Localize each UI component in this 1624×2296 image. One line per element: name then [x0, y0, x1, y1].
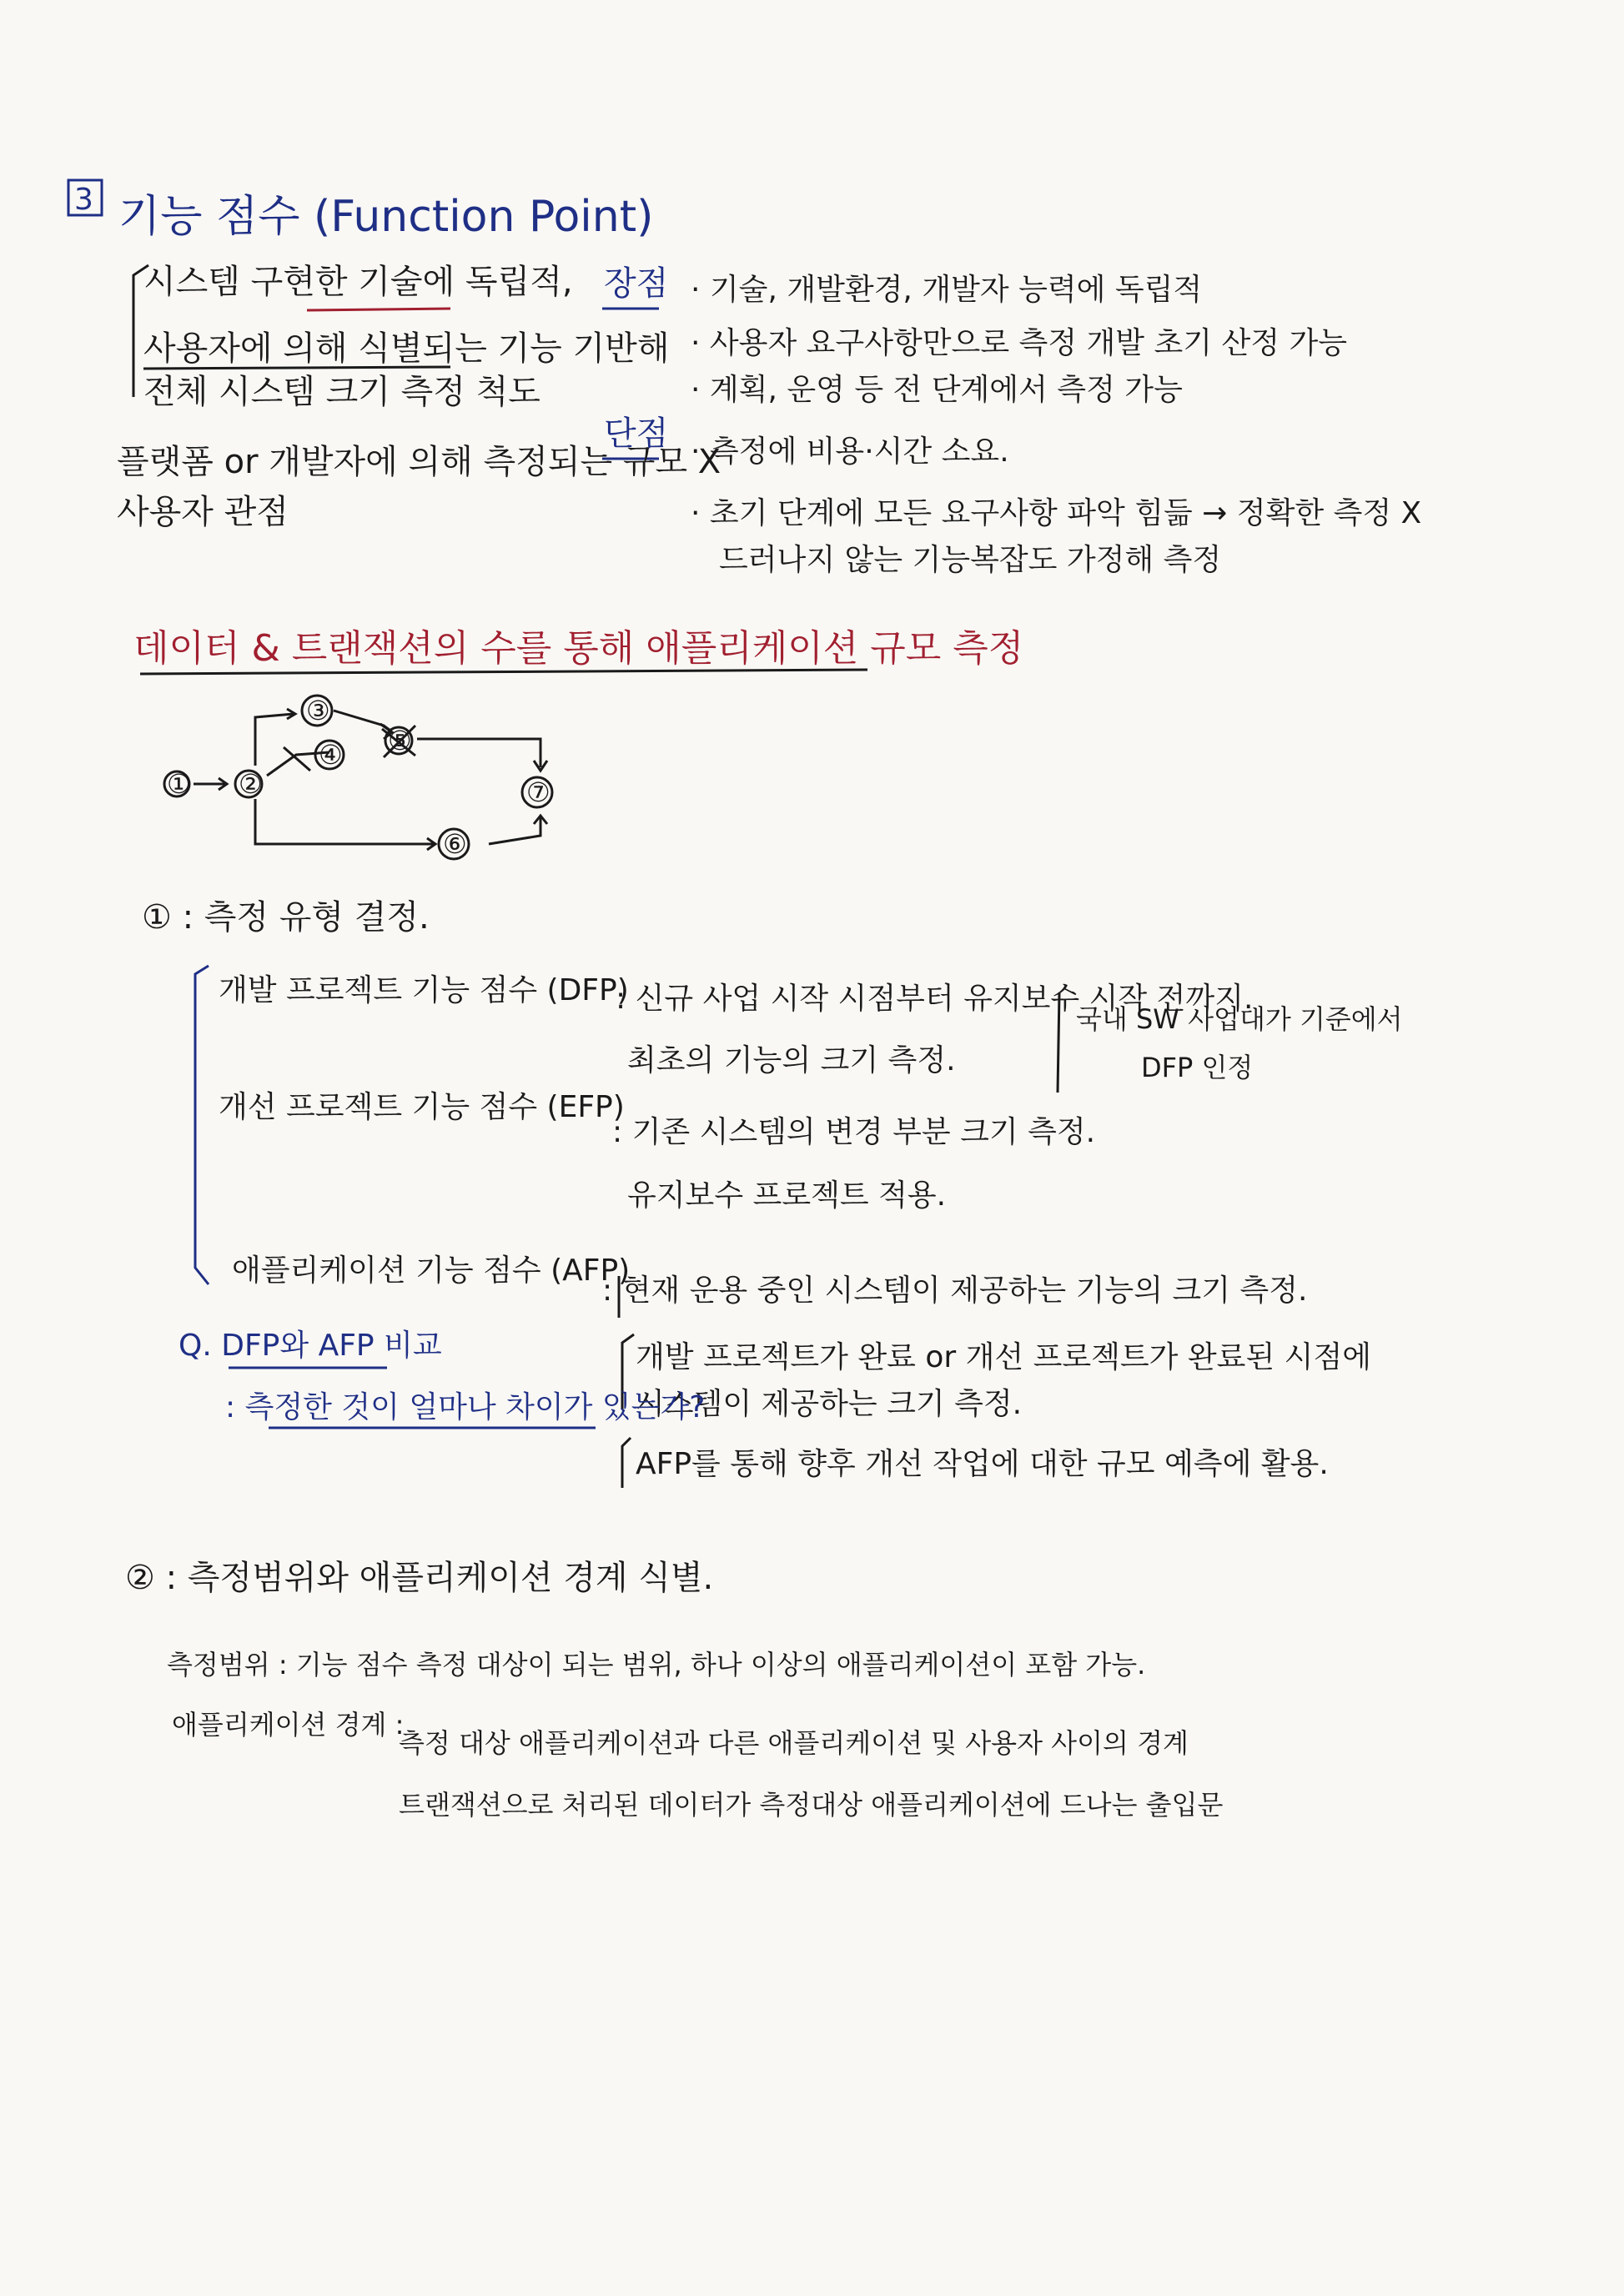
intro-line-1-c: , — [561, 263, 573, 301]
flow-label-3: ③ — [306, 695, 330, 726]
intro-line-2 — [143, 329, 670, 368]
efp-label: 개선 프로젝트 기능 점수 (EFP) — [219, 1090, 625, 1124]
intro-line-1-a: 시스템 구현한 — [143, 263, 359, 301]
flow-path-6-7 — [489, 817, 540, 844]
intro-line-1 — [143, 265, 573, 299]
cons-item-2: · 초기 단계에 모든 요구사항 파악 힘듦 → 정확한 측정 X — [691, 496, 1422, 530]
flow-cross-4 — [284, 747, 310, 771]
afp-desc-4: AFP를 통해 향후 개선 작업에 대한 규모 예측에 활용. — [636, 1447, 1329, 1481]
headline-underline — [140, 670, 867, 674]
flow-label-4: ④ — [319, 739, 343, 771]
intro-line-4: 플랫폼 or 개발자에 의해 측정되는 규모 X — [117, 443, 721, 481]
dfp-desc-2: 최초의 기능의 크기 측정. — [627, 1043, 956, 1078]
pros-item-3: · 계획, 운영 등 전 단계에서 측정 가능 — [691, 373, 1183, 407]
flow-path-3-5 — [334, 711, 390, 731]
dfp-note-1: 국내 SW 사업대가 기준에서 — [1076, 1003, 1403, 1035]
intro-line-5: 사용자 관점 — [117, 493, 289, 531]
afp-desc-2: 개발 프로젝트가 완료 or 개선 프로젝트가 완료된 시점에 — [636, 1340, 1372, 1374]
efp-desc-1: : 기존 시스템의 변경 부분 크기 측정. — [612, 1115, 1096, 1149]
step2-scope: 측정범위 : 기능 점수 측정 대상이 되는 범위, 하나 이상의 애플리케이션이 포함 가능. — [167, 1649, 1146, 1681]
step1-bracket — [195, 966, 209, 1284]
flow-label-2: ② — [239, 768, 263, 800]
intro-line-2-b: 기반해 — [561, 329, 670, 368]
afp-desc-3: 시스템이 제공하는 크기 측정. — [636, 1387, 1023, 1421]
afp-desc-1: : 현재 운용 중인 시스템이 제공하는 기능의 크기 측정. — [602, 1274, 1308, 1308]
headline: 데이터 & 트랜잭션의 수를 통해 애플리케이션 규모 측정 — [133, 627, 1024, 670]
afp-label: 애플리케이션 기능 점수 (AFP) — [232, 1254, 631, 1288]
flow-label-5: ⑤ — [388, 725, 412, 756]
flow-path-2-3 — [255, 714, 294, 766]
intro-line-3: 전체 시스템 크기 측정 척도 — [143, 373, 540, 411]
step1-heading: ① : 측정 유형 결정. — [142, 898, 430, 937]
dfp-desc-1: : 신규 사업 시작 시점부터 유지보수 시작 전까지. — [616, 982, 1254, 1016]
intro-line-2-a: 사용자에 의해 식별되는 기능 — [143, 329, 562, 368]
pros-label: 장점 — [604, 264, 669, 303]
flow-diagram — [164, 696, 552, 859]
cons-label: 단점 — [604, 414, 669, 453]
page-title: 기능 점수 (Function Point) — [118, 192, 654, 242]
flow-label-6: ⑥ — [443, 828, 467, 860]
efp-desc-2: 유지보수 프로젝트 적용. — [627, 1178, 947, 1213]
cons-item-3: 드러나지 않는 기능복잡도 가정해 측정 — [719, 543, 1222, 577]
question-2: : 측정한 것이 얼마나 차이가 있는가? — [225, 1390, 706, 1424]
step2-heading: ② : 측정범위와 애플리케이션 경계 식별. — [125, 1559, 714, 1597]
boundary-label: 애플리케이션 경계 : — [172, 1709, 405, 1741]
dfp-label: 개발 프로젝트 기능 점수 (DFP) — [219, 973, 629, 1007]
afp-bracket-3 — [622, 1438, 631, 1488]
title-number: 3 — [74, 183, 93, 217]
question-1: Q. DFP와 AFP 비교 — [178, 1329, 442, 1363]
boundary-desc-2: 트랜잭션으로 처리된 데이터가 측정대상 애플리케이션에 드나는 출입문 — [399, 1789, 1224, 1821]
pros-item-2: · 사용자 요구사항만으로 측정 개발 초기 산정 가능 — [691, 326, 1348, 360]
pros-item-1: · 기술, 개발환경, 개발자 능력에 독립적 — [691, 273, 1203, 307]
intro-line-1-b: 기술에 독립적 — [358, 263, 562, 301]
dfp-note-2: DFP 인정 — [1141, 1052, 1254, 1083]
boundary-desc-1: 측정 대상 애플리케이션과 다른 애플리케이션 및 사용자 사이의 경계 — [399, 1727, 1189, 1759]
flow-label-7: ⑦ — [526, 776, 551, 808]
flow-path-5-7 — [417, 739, 540, 767]
flow-label-1: ① — [167, 768, 191, 800]
cons-item-1: · 측정에 비용·시간 소요. — [691, 435, 1009, 469]
flow-path-2-6 — [255, 799, 434, 844]
underline-independent — [307, 309, 450, 310]
